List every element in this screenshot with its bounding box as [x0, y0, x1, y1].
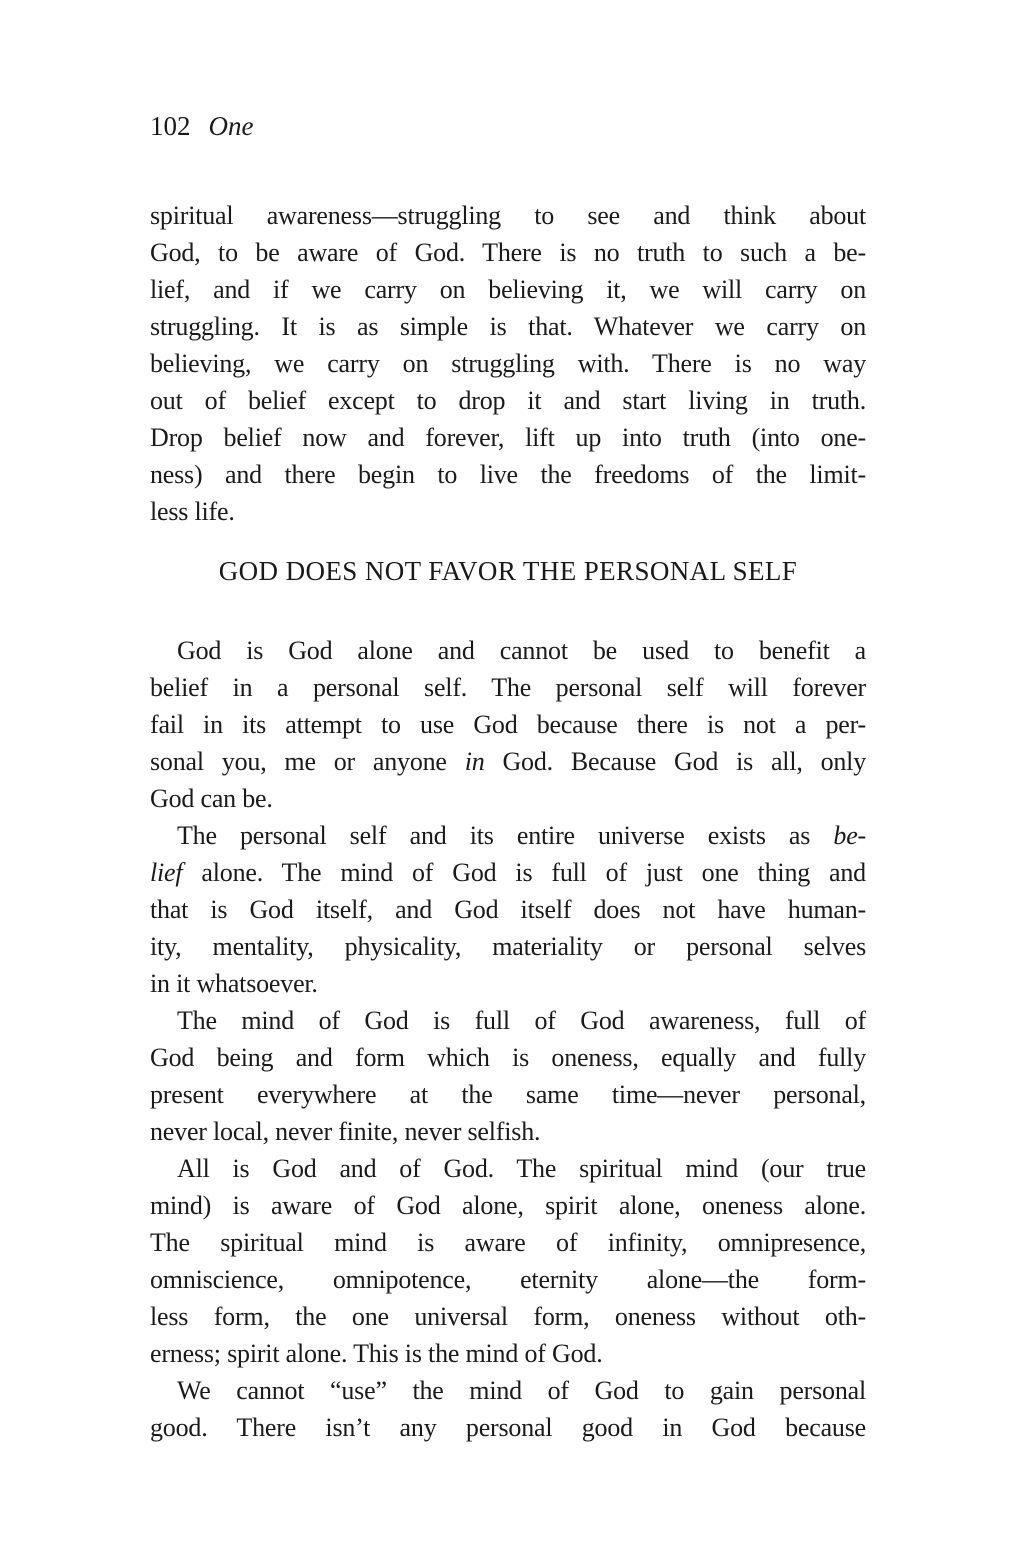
text-line: believing, we carry on struggling with. There is no way: [150, 349, 866, 378]
text-line: All is God and of God. The spiritual mind (our true: [177, 1154, 866, 1183]
text-line: God, to be aware of God. There is no truth to such a be-: [150, 238, 866, 267]
text-line: The mind of God is full of God awareness, full of: [177, 1006, 866, 1035]
text-line: that is God itself, and God itself does not have human-: [150, 895, 866, 924]
text-line: God can be.: [150, 784, 273, 813]
text-line: less form, the one universal form, oneness without oth-: [150, 1302, 866, 1331]
text-line: never local, never finite, never selfish.: [150, 1117, 541, 1146]
text-line: lief, and if we carry on believing it, we will carry on: [150, 275, 866, 304]
text-line: omniscience, omnipotence, eternity alone—the form-: [150, 1265, 866, 1294]
text-line: The personal self and its entire universe exists as be-: [177, 821, 866, 850]
paragraph: [150, 817, 866, 1002]
paragraph: [150, 632, 866, 817]
text-line: fail in its attempt to use God because there is not a per-: [150, 710, 866, 739]
paragraph: [150, 1372, 866, 1446]
text-line: out of belief except to drop it and start living in truth.: [150, 386, 866, 415]
text-line: ity, mentality, physicality, materiality or personal selves: [150, 932, 866, 961]
text-line: less life.: [150, 497, 235, 526]
page-number: 102: [150, 111, 191, 141]
text-line: good. There isn’t any personal good in God because: [150, 1413, 866, 1442]
text-line: lief alone. The mind of God is full of just one thing and: [150, 858, 866, 887]
text-line: spiritual awareness—struggling to see and think about: [150, 201, 866, 230]
text-line: God being and form which is oneness, equally and fully: [150, 1043, 866, 1072]
text-line: Drop belief now and forever, lift up into truth (into one-: [150, 423, 866, 452]
text-line: sonal you, me or anyone in God. Because God is all, only: [150, 747, 866, 776]
body-text-before-heading: [150, 197, 866, 530]
text-line: struggling. It is as simple is that. Whatever we carry on: [150, 312, 866, 341]
text-line: in it whatsoever.: [150, 969, 318, 998]
chapter-title: One: [208, 111, 254, 141]
body-text-after-heading: [150, 632, 866, 1446]
paragraph: [150, 197, 866, 530]
text-line: present everywhere at the same time—never personal,: [150, 1080, 866, 1109]
text-line: belief in a personal self. The personal self will forever: [150, 673, 866, 702]
text-line: ness) and there begin to live the freedoms of the limit-: [150, 460, 866, 489]
text-line: God is God alone and cannot be used to benefit a: [177, 636, 866, 665]
paragraph: [150, 1002, 866, 1150]
page-content: [150, 108, 866, 1446]
text-line: erness; spirit alone. This is the mind of God.: [150, 1339, 603, 1368]
running-head: [150, 108, 866, 145]
paragraph: [150, 1150, 866, 1372]
text-line: The spiritual mind is aware of infinity, omnipresence,: [150, 1228, 866, 1257]
text-line: mind) is aware of God alone, spirit alone, oneness alone.: [150, 1191, 866, 1220]
section-heading: GOD DOES NOT FAVOR THE PERSONAL SELF: [218, 556, 798, 586]
text-line: We cannot “use” the mind of God to gain personal: [177, 1376, 866, 1405]
